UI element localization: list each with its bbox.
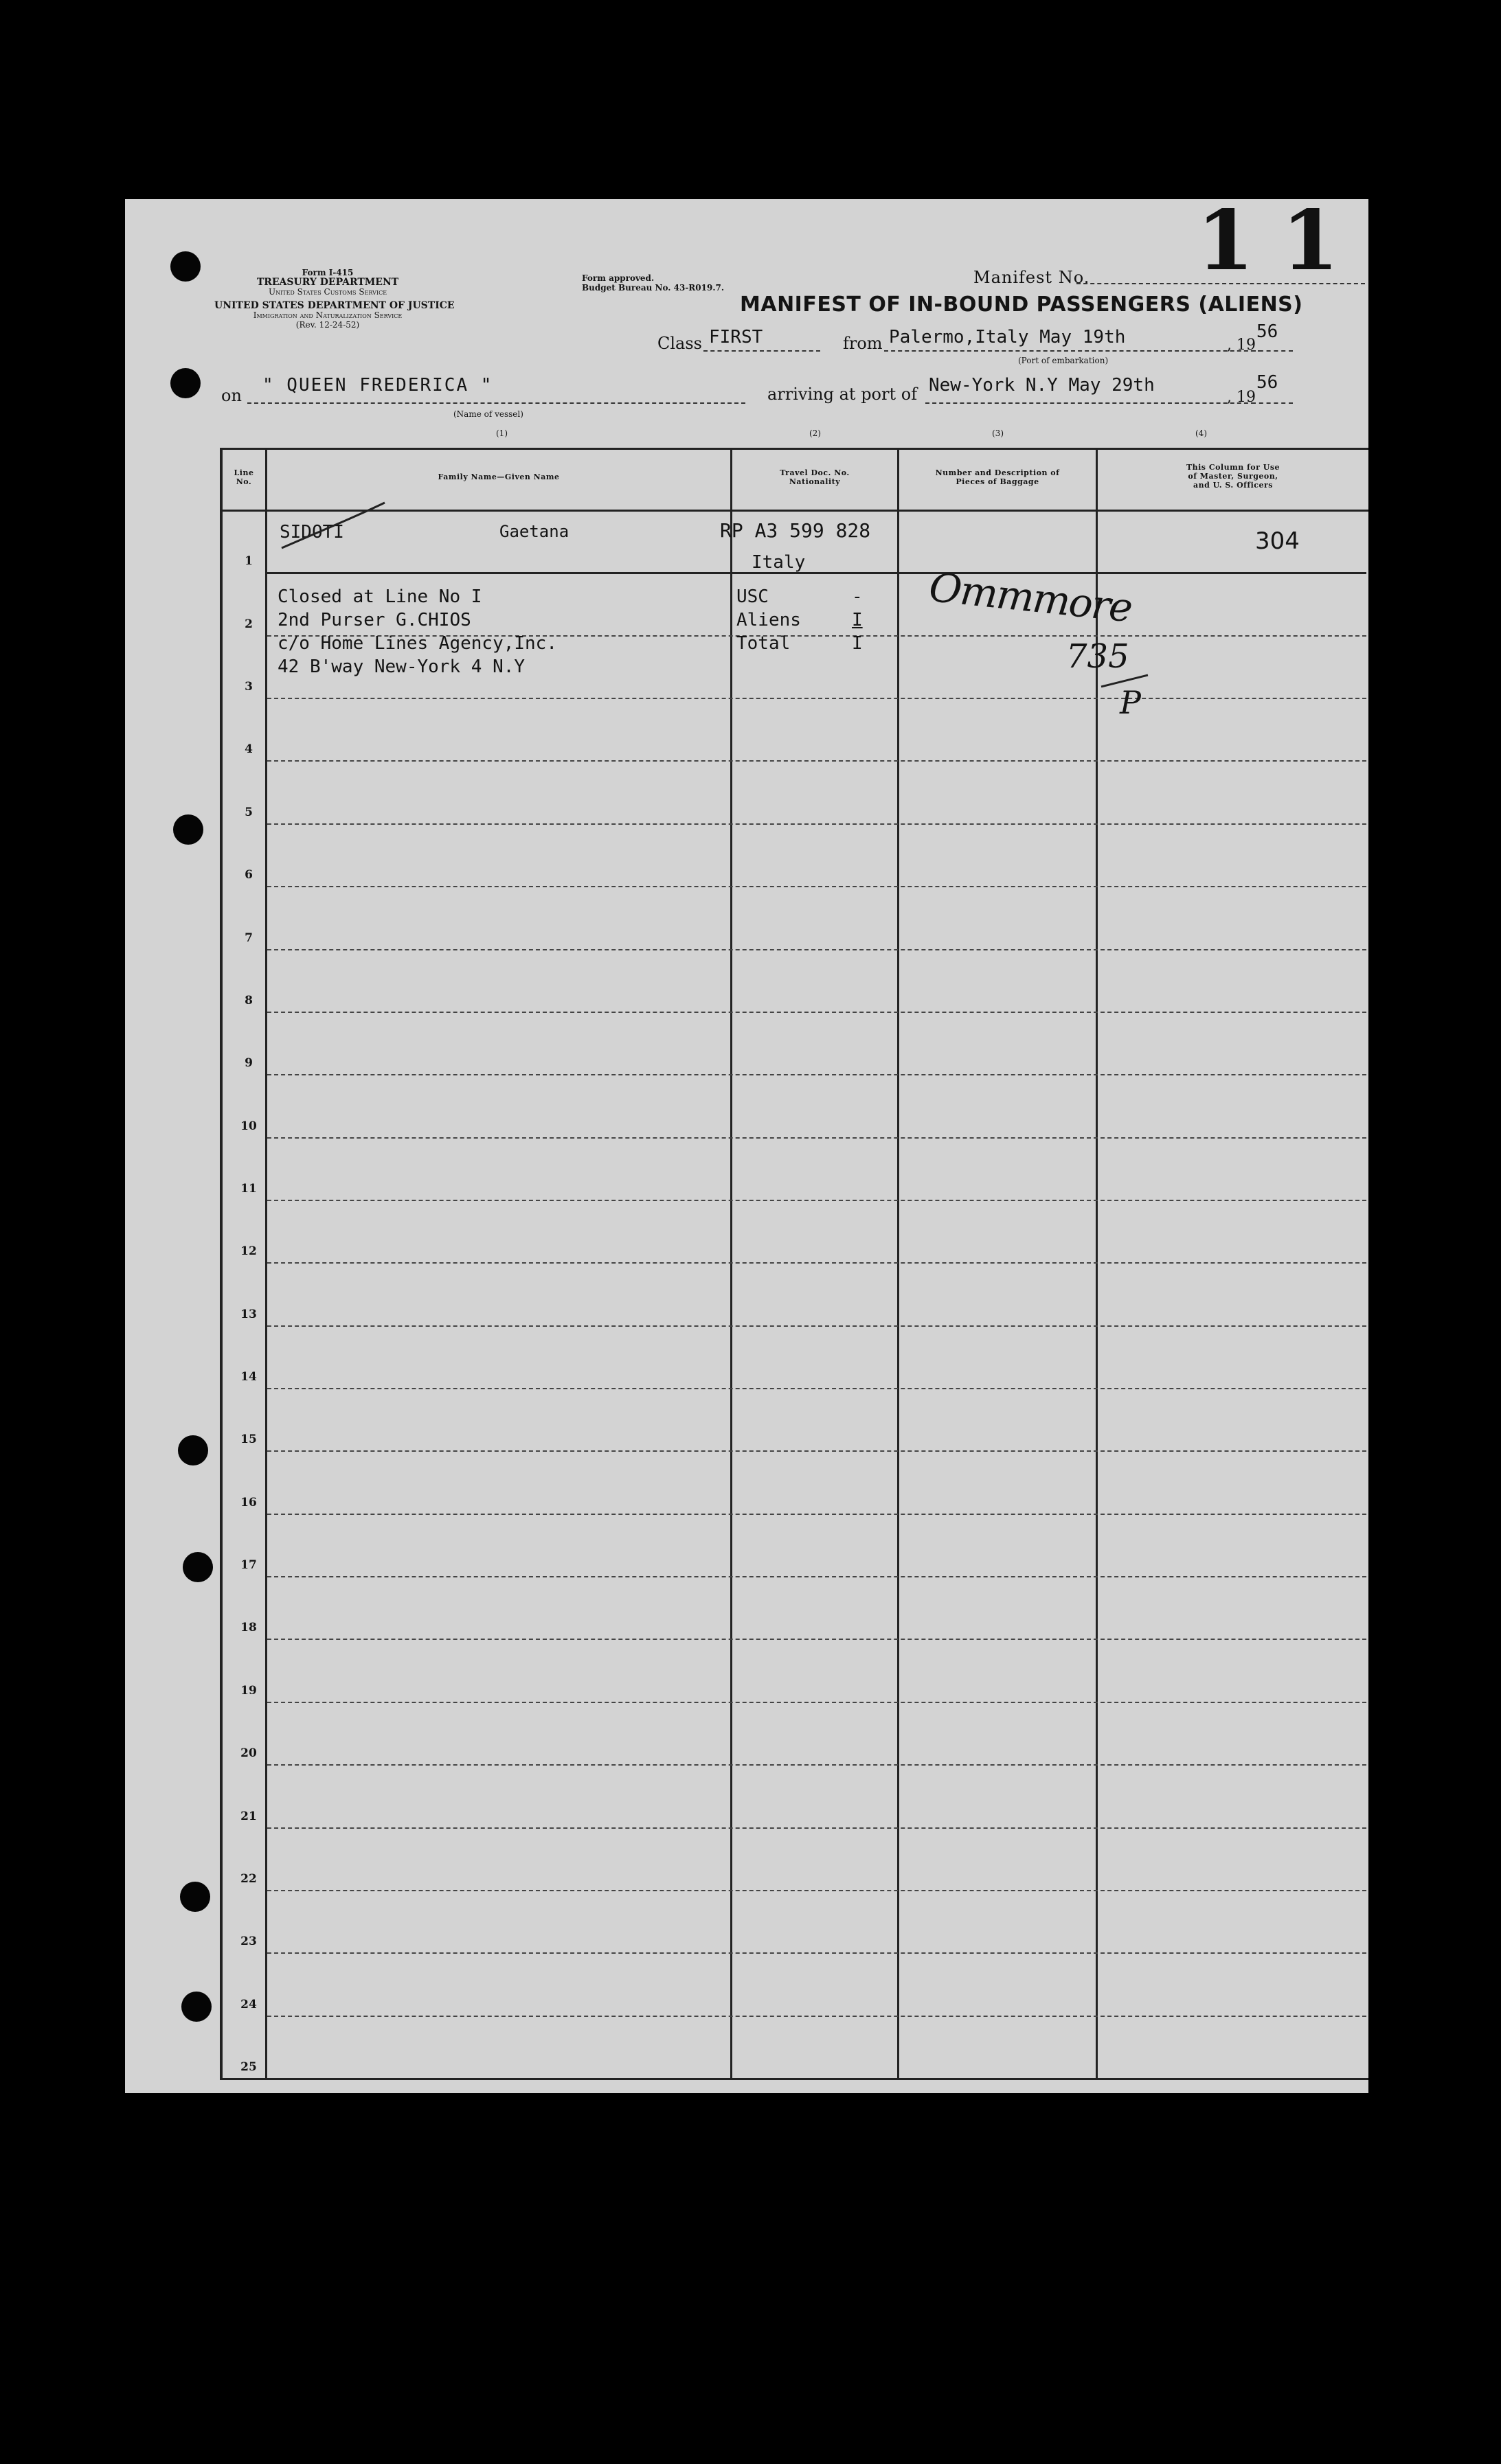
row-rule bbox=[267, 886, 1366, 887]
totals-labels bbox=[736, 585, 801, 655]
table-left-border bbox=[220, 448, 223, 2079]
line-number: 15 bbox=[240, 1433, 257, 1447]
binder-hole bbox=[183, 1552, 213, 1582]
class-label: Class bbox=[657, 334, 702, 353]
row-rule bbox=[267, 949, 1366, 950]
class-line bbox=[703, 350, 820, 352]
handwritten-signature: Ommmore bbox=[927, 563, 1134, 632]
form-id-block bbox=[214, 268, 455, 330]
line-number: 6 bbox=[245, 868, 253, 882]
column-number-4: (4) bbox=[1195, 429, 1207, 438]
year-line-2 bbox=[1252, 402, 1293, 404]
header-line-no bbox=[223, 468, 265, 486]
manifest-no-label: Manifest No. bbox=[973, 268, 1090, 287]
row-rule bbox=[267, 1764, 1366, 1766]
header-officers-line3: and U. S. Officers bbox=[1193, 481, 1273, 490]
totals-aliens-label: Aliens bbox=[736, 610, 801, 630]
header-travel-doc-no: Travel Doc. No. bbox=[780, 468, 850, 477]
line-number: 16 bbox=[240, 1495, 257, 1509]
header-baggage-line2: Pieces of Baggage bbox=[956, 477, 1039, 486]
line-number: 11 bbox=[240, 1181, 257, 1196]
line-number: 13 bbox=[240, 1307, 257, 1321]
binder-hole bbox=[170, 251, 201, 282]
header-officers-line2: of Master, Surgeon, bbox=[1188, 472, 1278, 481]
line-number: 3 bbox=[245, 680, 253, 694]
budget-bureau-no: Budget Bureau No. 43-R019.7. bbox=[582, 283, 725, 293]
year-1: 56 bbox=[1256, 321, 1278, 342]
page-number: 11 bbox=[1197, 192, 1366, 289]
totals-total-label: Total bbox=[736, 633, 791, 654]
row-rule bbox=[267, 823, 1366, 825]
year-prefix-2: , 19 bbox=[1227, 389, 1256, 406]
revision-date: (Rev. 12-24-52) bbox=[295, 320, 360, 330]
line-number: 9 bbox=[245, 1056, 253, 1071]
row-rule bbox=[267, 1576, 1366, 1577]
row1-family-name: SIDOTI bbox=[280, 522, 344, 543]
line-number: 8 bbox=[245, 993, 253, 1007]
header-nationality: Nationality bbox=[789, 477, 841, 486]
row-rule bbox=[267, 1074, 1366, 1075]
arriving-label: arriving at port of bbox=[767, 385, 918, 404]
binder-hole bbox=[178, 1435, 208, 1465]
row-rule bbox=[267, 1952, 1366, 1954]
port-embark-caption: (Port of embarkation) bbox=[1018, 356, 1109, 365]
line-number: 21 bbox=[240, 1809, 257, 1823]
header-line-label: Line bbox=[234, 468, 254, 477]
year-prefix-1: , 19 bbox=[1227, 336, 1256, 354]
line-number: 23 bbox=[240, 1935, 257, 1949]
row-rule bbox=[267, 1639, 1366, 1640]
row-rule bbox=[267, 1137, 1366, 1139]
row1-given-name: Gaetana bbox=[499, 522, 569, 541]
line-number: 12 bbox=[240, 1244, 257, 1259]
treasury-dept: TREASURY DEPARTMENT bbox=[256, 277, 399, 288]
header-baggage bbox=[899, 468, 1096, 486]
header-officers bbox=[1098, 463, 1368, 490]
line-number: 2 bbox=[245, 617, 253, 631]
header-officers-line1: This Column for Use bbox=[1186, 463, 1280, 472]
row-rule bbox=[267, 1262, 1366, 1264]
vessel-line bbox=[247, 402, 745, 404]
totals-values bbox=[852, 585, 863, 655]
strike-mark bbox=[275, 499, 392, 554]
totals-usc-value: - bbox=[852, 586, 863, 607]
vessel-name: " QUEEN FREDERICA " bbox=[262, 375, 493, 396]
form-approved: Form approved. bbox=[582, 273, 655, 283]
line-number: 1 bbox=[245, 554, 253, 569]
line-number: 10 bbox=[240, 1119, 257, 1133]
manifest-page bbox=[125, 192, 1368, 2093]
header-no-label: No. bbox=[236, 477, 252, 486]
form-number: Form I-415 bbox=[302, 268, 354, 277]
from-value: Palermo,Italy May 19th bbox=[889, 327, 1126, 347]
row-rule bbox=[267, 572, 1366, 574]
customs-service: United States Customs Service bbox=[268, 287, 387, 297]
form-approval bbox=[582, 273, 724, 293]
handwritten-code-top: 735 bbox=[1066, 637, 1129, 676]
column-number-1: (1) bbox=[496, 429, 508, 438]
arrival-line bbox=[925, 402, 1255, 404]
arrival-value: New-York N.Y May 29th bbox=[929, 375, 1155, 396]
table-header-rule bbox=[220, 510, 1368, 512]
manifest-no-line bbox=[1076, 283, 1365, 284]
column-number-3: (3) bbox=[992, 429, 1004, 438]
line-number: 18 bbox=[240, 1621, 257, 1635]
totals-total-value: I bbox=[852, 633, 863, 654]
manifest-title: MANIFEST OF IN-BOUND PASSENGERS (ALIENS) bbox=[740, 293, 1303, 317]
justice-dept: UNITED STATES DEPARTMENT OF JUSTICE bbox=[214, 300, 455, 311]
line-number: 14 bbox=[240, 1370, 257, 1384]
row1-officer-note: 304 bbox=[1255, 527, 1300, 555]
binder-hole bbox=[170, 368, 201, 398]
line-number: 19 bbox=[240, 1683, 257, 1698]
closing-line-4: 42 B'way New-York 4 N.Y bbox=[278, 657, 526, 677]
line-number: 5 bbox=[245, 805, 253, 819]
class-value: FIRST bbox=[709, 327, 763, 347]
closing-line-2: 2nd Purser G.CHIOS bbox=[278, 610, 471, 630]
binder-hole bbox=[180, 1882, 210, 1912]
binder-hole bbox=[181, 1992, 212, 2022]
year-2: 56 bbox=[1256, 372, 1278, 393]
totals-aliens-value: I bbox=[852, 610, 863, 630]
row-rule bbox=[267, 1200, 1366, 1201]
row-rule bbox=[267, 1827, 1366, 1829]
row-rule bbox=[267, 1514, 1366, 1515]
year-line-1 bbox=[1252, 350, 1293, 352]
line-number: 17 bbox=[240, 1558, 257, 1573]
row-rule bbox=[267, 1702, 1366, 1703]
row-rule bbox=[267, 1012, 1366, 1013]
column-number-2: (2) bbox=[809, 429, 821, 438]
binder-hole bbox=[173, 814, 203, 845]
closing-line-1: Closed at Line No I bbox=[278, 586, 482, 607]
line-number: 7 bbox=[245, 931, 253, 945]
row-rule bbox=[267, 2016, 1366, 2017]
totals-usc-label: USC bbox=[736, 586, 769, 607]
line-number: 4 bbox=[245, 742, 253, 757]
row-rule bbox=[267, 1890, 1366, 1891]
header-baggage-line1: Number and Description of bbox=[935, 468, 1060, 477]
handwritten-code-bottom: P bbox=[1120, 684, 1141, 721]
row1-travel-doc: RP A3 599 828 bbox=[720, 519, 871, 542]
from-label: from bbox=[843, 334, 883, 353]
table-bottom-rule bbox=[220, 2078, 1368, 2080]
closing-line-3: c/o Home Lines Agency,Inc. bbox=[278, 633, 557, 654]
on-label: on bbox=[221, 386, 242, 405]
row-rule bbox=[267, 1325, 1366, 1327]
line-number: 25 bbox=[240, 2060, 257, 2074]
row-rule bbox=[267, 760, 1366, 762]
header-travel-doc bbox=[732, 468, 897, 486]
line-number: 22 bbox=[240, 1871, 257, 1886]
row-rule bbox=[267, 698, 1366, 699]
header-family-name: Family Name—Given Name bbox=[438, 472, 560, 481]
table-top-rule bbox=[220, 448, 1368, 450]
row1-nationality: Italy bbox=[752, 552, 806, 573]
row-rule bbox=[267, 1388, 1366, 1389]
line-number: 20 bbox=[240, 1746, 257, 1761]
line-number: 24 bbox=[240, 1997, 257, 2011]
row-rule bbox=[267, 1450, 1366, 1452]
immigration-service: Immigration and Naturalization Service bbox=[253, 310, 403, 320]
vessel-caption: (Name of vessel) bbox=[453, 409, 523, 419]
from-line bbox=[884, 350, 1262, 352]
closing-block bbox=[278, 585, 557, 678]
